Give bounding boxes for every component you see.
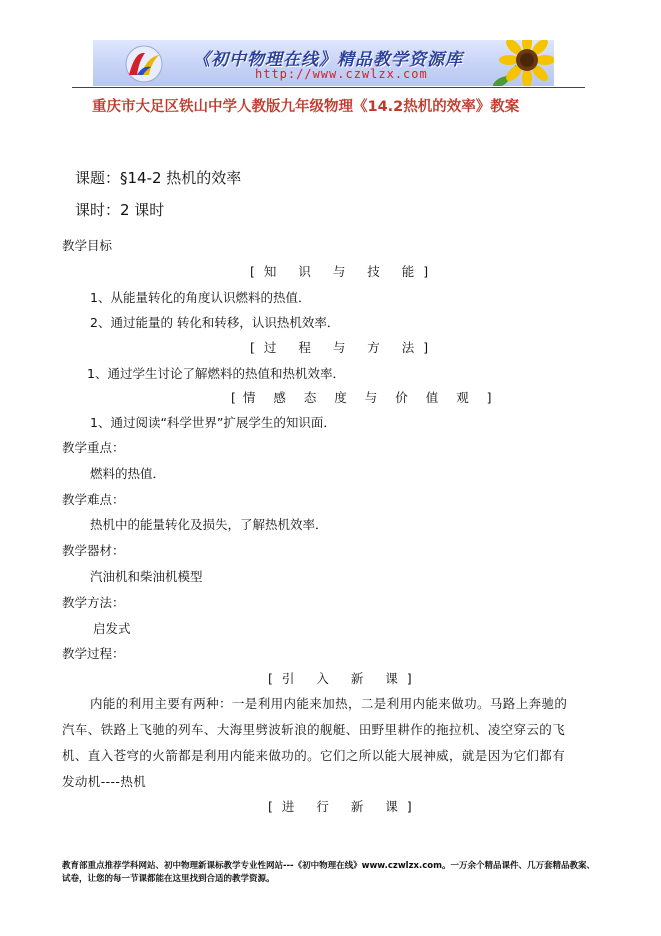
process-item-1: 1、通过学生讨论了解燃料的热值和热机效率．	[87, 366, 345, 381]
knowledge-item-1: 1、从能量转化的角度认识燃料的热值．	[90, 290, 311, 305]
key-points-text: 燃料的热值．	[90, 466, 166, 481]
new-lesson-heading: [进 行 新 课]	[268, 799, 421, 814]
objectives-heading: 教学目标	[62, 238, 113, 253]
emotion-item-1: 1、通过阅读“科学世界”扩展学生的知识面．	[90, 415, 336, 430]
banner-url[interactable]: http://www.czwlzx.com	[255, 67, 428, 81]
page-footer: 教育部重点推荐学科网站、初中物理新课标教学专业性网站---《初中物理在线》www.czwlzx.com。一万余个精品课件、几万套精品教案、试卷，让您的每一节课都能在这里找到合适的教学资源。	[62, 861, 595, 884]
process-label: 教学过程：	[62, 646, 125, 661]
intro-heading: [引 入 新 课]	[268, 671, 421, 686]
difficulties-label: 教学难点：	[62, 492, 125, 507]
knowledge-item-2: 2、通过能量的 转化和转移，认识热机效率．	[90, 315, 340, 330]
emotion-values-heading: [情 感 态 度 与 价 值 观 ]	[231, 390, 499, 405]
intro-line-3: 机、直入苍穹的火箭都是利用内能来做功的。它们之所以能大展神威，就是因为它们都有	[62, 748, 566, 763]
methods-text: 启发式	[93, 621, 131, 636]
site-logo-icon	[121, 45, 167, 83]
banner-title: 《初中物理在线》精品教学资源库	[193, 50, 463, 70]
intro-line-2: 汽车、铁路上飞驰的列车、大海里劈波斩浪的舰艇、田野里耕作的拖拉机、凌空穿云的飞	[62, 722, 566, 737]
header-divider	[72, 87, 585, 88]
methods-label: 教学方法：	[62, 595, 125, 610]
document-title: 重庆市大足区铁山中学人教版九年级物理《14.2热机的效率》教案	[92, 99, 520, 115]
lesson-topic: 课题：§14-2 热机的效率	[75, 169, 242, 187]
key-points-label: 教学重点：	[62, 440, 125, 455]
site-banner	[93, 40, 554, 86]
sunflower-icon	[487, 40, 554, 86]
equipment-text: 汽油机和柴油机模型	[90, 569, 203, 584]
process-methods-heading: [过 程 与 方 法]	[250, 340, 438, 355]
equipment-label: 教学器材：	[62, 543, 125, 558]
difficulties-text: 热机中的能量转化及损失，了解热机效率．	[90, 517, 328, 532]
intro-line-1: 内能的利用主要有两种：一是利用内能来加热，二是利用内能来做功。马路上奔驰的	[90, 696, 568, 711]
intro-line-4: 发动机----热机	[62, 774, 147, 789]
knowledge-skills-heading: [知 识 与 技 能]	[250, 264, 438, 279]
lesson-hours: 课时：2 课时	[75, 201, 165, 219]
